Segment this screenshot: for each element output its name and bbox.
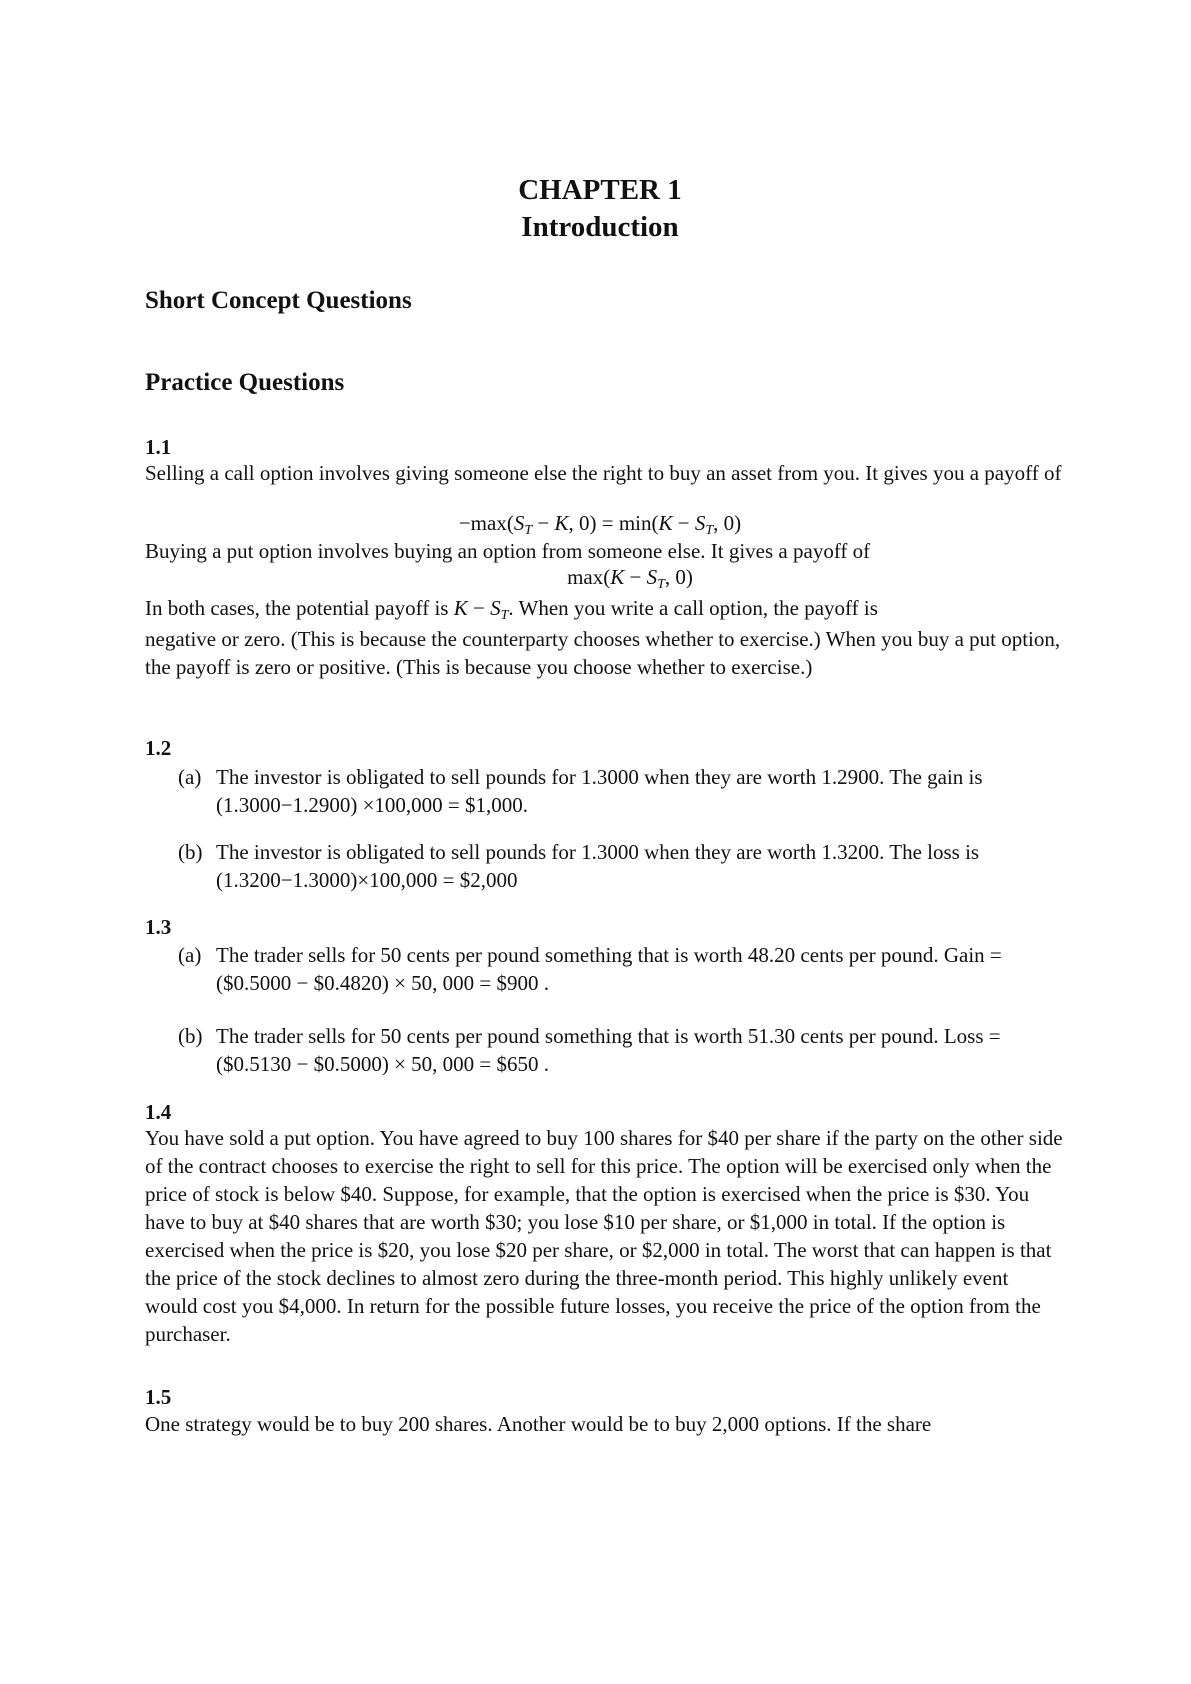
item-text: The investor is obligated to sell pounds for 1.3000 when they are worth 1.3200. The loss is (1.3200−1.3000)×100,000 = $2,000 — [216, 840, 980, 892]
item-text: The trader sells for 50 cents per pound something that is worth 48.20 cents per pound. Gain = ($0.5000 − $0.4820) × 50, 000 = $900 . — [216, 943, 1002, 995]
item-label: (b) — [178, 840, 203, 864]
question-1-1-equation-1: −max(ST − K, 0) = min(K − ST, 0) — [458, 511, 742, 538]
question-1-1-paragraph-4: negative or zero. (This is because the counterparty chooses whether to exercise.) When you buy a put option, the payoff is zero or positive. (This is because you choose whether to exercise.) — [145, 627, 1061, 679]
question-1-5-paragraph: One strategy would be to buy 200 shares. Another would be to buy 2,000 options. If the share — [145, 1412, 932, 1436]
section-heading-practice: Practice Questions — [145, 369, 345, 396]
question-1-3-item-b — [178, 1022, 1068, 1078]
question-1-2-item-a — [178, 763, 1068, 819]
item-text: The investor is obligated to sell pounds for 1.3000 when they are worth 1.2900. The gain is (1.3000−1.2900) ×100,000 = $1,000. — [216, 765, 983, 817]
question-1-1-equation-2: max(K − ST, 0) — [567, 565, 693, 592]
question-1-2-item-b — [178, 838, 1068, 894]
chapter-number: CHAPTER 1 — [518, 174, 682, 206]
question-1-3-item-a — [178, 941, 1068, 997]
chapter-heading — [145, 172, 1055, 246]
question-1-1-paragraph-3-end: . When you write a call option, the payoff is — [508, 596, 878, 620]
question-1-1-paragraph-2: Buying a put option involves buying an option from someone else. It gives a payoff of — [145, 539, 871, 563]
question-number-1-2: 1.2 — [145, 736, 172, 760]
item-label: (a) — [178, 765, 202, 789]
item-text: The trader sells for 50 cents per pound something that is worth 51.30 cents per pound. Loss = ($0.5130 − $0.5000) × 50, 000 = $650 . — [216, 1024, 1001, 1076]
question-number-1-5: 1.5 — [145, 1385, 172, 1409]
question-number-1-4: 1.4 — [145, 1100, 172, 1124]
item-label: (b) — [178, 1024, 203, 1048]
question-1-4-paragraph: You have sold a put option. You have agreed to buy 100 shares for $40 per share if the party on the other side of the contract chooses to exercise the right to sell for this price. The option will be exercised only when the price of stock is below $40. Suppose, for example, that the option is exercised when the price is $30. You have to buy at $40 shares that are worth $30; you lose $10 per share, or $1,000 in total. If the option is exercised when the price is $20, you lose $20 per share, or $2,000 in total. The worst that can happen is that the price of the stock declines to almost zero during the three-month period. This highly unlikely event would cost you $4,000. In return for the possible future losses, you receive the price of the option from the purchaser. — [145, 1126, 1063, 1346]
question-number-1-3: 1.3 — [145, 915, 172, 939]
section-heading-short-concept: Short Concept Questions — [145, 287, 412, 314]
question-number-1-1: 1.1 — [145, 435, 172, 459]
item-label: (a) — [178, 943, 202, 967]
question-1-1-paragraph-3-start: In both cases, the potential payoff is — [145, 596, 449, 620]
chapter-title: Introduction — [521, 211, 679, 243]
question-1-1-paragraph-1: Selling a call option involves giving someone else the right to buy an asset from you. It gives you a payoff of — [145, 461, 1062, 485]
question-1-1-paragraph-3: In both cases, the potential payoff is K − ST. When you write a call option, the payoff is — [145, 596, 878, 623]
